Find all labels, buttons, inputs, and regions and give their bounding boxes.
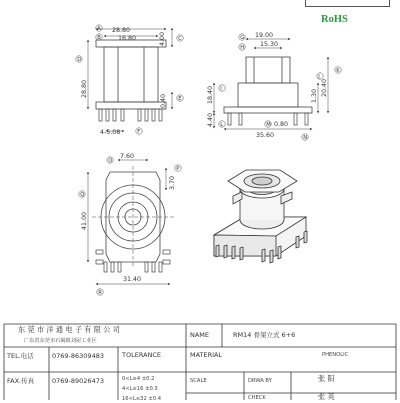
dim-j: 1.30 — [311, 88, 318, 103]
name-label: NAME — [190, 331, 210, 339]
svg-text:G: G — [240, 35, 245, 41]
dim-m: 0.80 — [274, 121, 289, 128]
drawn-by-label: DRWA BY — [248, 378, 272, 384]
material-value: PHENOLIC — [322, 352, 349, 358]
rohs-mark: RoHS — [321, 14, 348, 25]
svg-text:A: A — [97, 26, 101, 32]
fax-value: 0769-89026473 — [52, 377, 104, 385]
svg-text:P: P — [176, 166, 180, 172]
svg-text:O: O — [108, 158, 113, 164]
tel-value: 0769-86309483 — [52, 352, 104, 360]
svg-text:J: J — [318, 74, 320, 80]
dim-o: 7.60 — [120, 153, 135, 160]
dim-f: 4-5.08 — [100, 129, 121, 136]
dim-d: 28.80 — [81, 79, 88, 98]
material-label: MATERIAL — [190, 351, 223, 359]
svg-text:H: H — [240, 45, 245, 51]
dim-q: 41.00 — [81, 211, 88, 230]
svg-text:I: I — [220, 86, 222, 92]
check-label: CHECK — [248, 395, 266, 401]
svg-text:Q: Q — [80, 192, 85, 198]
svg-text:E: E — [178, 96, 182, 102]
dim-k: 20.40 — [321, 78, 328, 97]
svg-text:M: M — [266, 122, 271, 128]
dim-e: 0.40 — [160, 93, 167, 108]
isometric-view — [214, 170, 307, 263]
tolerance-line-1: 0<L≤4 ±0.2 — [122, 376, 155, 382]
svg-text:C: C — [178, 36, 182, 42]
dim-g: 19.00 — [255, 32, 274, 39]
tolerance-line-2: 4<L≤16 ±0.3 — [122, 386, 158, 392]
company-address: 广东省东莞市石碣镇刘屋工业区 — [24, 338, 97, 344]
tel-label: TEL.电话 — [7, 352, 34, 360]
dim-c: 4.00 — [159, 31, 166, 46]
bottom-view — [88, 160, 174, 284]
svg-text:F: F — [137, 129, 141, 135]
dim-a: 28.80 — [112, 27, 131, 34]
drawn-by-value: 张 阳 — [318, 374, 335, 383]
side-view — [214, 39, 328, 129]
fax-label: FAX.传真 — [7, 377, 35, 385]
check-value: 张 英 — [318, 392, 335, 401]
dim-h: 15.30 — [260, 41, 279, 48]
svg-text:D: D — [77, 57, 82, 63]
tolerance-line-3: 16<L≤32 ±0.4 — [122, 396, 162, 402]
dim-r: 31.40 — [123, 276, 142, 283]
dim-n: 35.60 — [256, 132, 275, 139]
svg-text:K: K — [336, 68, 340, 74]
svg-text:L: L — [220, 122, 224, 128]
svg-text:B: B — [97, 35, 101, 41]
svg-text:R: R — [98, 290, 102, 296]
svg-text:N: N — [303, 135, 308, 141]
part-name: RM14 骨架立式 6+6 — [233, 331, 296, 339]
scale-label: SCALE — [190, 378, 207, 384]
dim-b: 16.80 — [118, 35, 137, 42]
dim-i: 18.40 — [207, 85, 214, 104]
tolerance-label: TOLERANCE — [122, 351, 162, 359]
company-name: 东 莞 市 洋 通 电 子 有 限 公 司 — [18, 325, 120, 334]
dim-l: 4.40 — [207, 112, 214, 127]
dim-p: 3.70 — [169, 175, 176, 190]
